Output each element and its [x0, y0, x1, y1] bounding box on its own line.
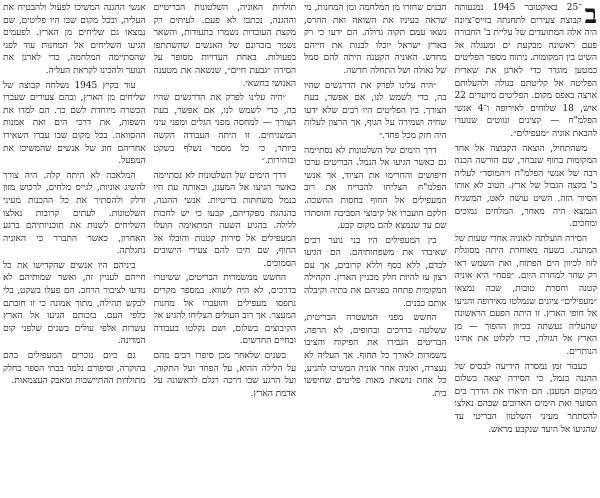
- paragraph: הבנים שחזרו מן המלחמה ומן המחנות, מי שראה בעיניו את השואה ואת ההרס, נשאו עמם תקוה גדולה. הם ידעו כי רק בארץ ישראל יוכלו לבנות את חייהם מחדש. האוניה הקטנה היתה להם סמל של גאולה ושל התחלה חדשה.: [304, 3, 447, 76]
- paragraph-text: ־25 באוקטובר 1945 נמנעותה קבוצת צעירים לתחנתה בזייס־ציונה היה אלה המתועדים של עליית ב' החבורה פעם ראשונה מבקעת ים ומעגלה אל השיט בין המקומות. ניתוח מספר הפליטים כמטען מוגדר כדי לארגן את שארית הפליטה אל קליטתם בגולה ולהעלותם ארצה באפס מקום. הפליטים מיועדים 22 איש, 18 שלוחים לאירופה ו־4 אנשי הפלמ"ח — קצינים ונווטים שנועדו להבאת אוניה ״מעפילים״.: [454, 3, 597, 139]
- paragraph: בין המעפילים היו בני נוער רבים שאיבדו את משפחותיהם. הם הגיעו לבדם, ללא כסף וללא קרובים, אך עם רצון עז להיות חלק מבניין הארץ. הקהילה המקומית פתחה בפניהם את בתיה וקיבלה אותם כבנים.: [304, 235, 447, 309]
- article-column-2: [304, 2, 447, 498]
- paragraph: המלאכה לא היתה קלה. היה צורך להשיג אוניות, לגייס מלחים, לרכוש מזון ודלק ולהסתיר את כל ההכנות מעיני השלטונות. לעתים קרובות נאלצו השליחים לשנות את תוכניותיהם ברגע האחרון, כאשר התברר כי האוניה נתגלתה.: [3, 170, 146, 257]
- drop-cap: ב: [584, 2, 597, 30]
- paragraph: ביניהם היו אנשים שהקדישו את כל חייהם לעניין זה, ואשר שמותיהם לא נודעו לציבור הרחב. הם פעלו בשקט, בלי לבקש תהילה, מתוך אמונה כי זו חובתם כלפי העם. בזכותם הגיעו אל הארץ עשרות אלפי עולים בשנים שלפני קום המדינה.: [3, 260, 146, 347]
- paragraph: [455, 2, 598, 141]
- article-column-4: [3, 2, 146, 498]
- paragraph: הסירה הועלתה לאוניה אחרי שעות של המתנה. בשעה מאוחרת היתה מסוגלת לזוז לכיוון הים הפתוח, ואת השמש ראו רק שחר למחרת היום. ״פסח״ היא אוניה קטנה וחסרת טובות, שבה נמצאו ״מעפילים״ ציונים שנמלטו מאירופה והגיעו אל חופי הארץ. זו היתה הפעם הראשונה שהעליה נעשתה בכיוון ההפוך — מן הארץ אל הגולה, כדי לקלוט את אחינו הנותרים.: [454, 233, 597, 358]
- paragraph: עוד בקיץ 1945 נשלחה קבוצה של שליחים מן הארץ, ובהם צעירים שעברו הכשרה מיוחדת לשם כך. הם למדו את השפות, את דרכי הים ואת אמנות ההסוואה. בכל מקום שבו עברו השאירו אחריהם חוג של אנשים שהמשיכו את המפעל.: [3, 80, 146, 167]
- paragraph: החשש ממשמרות הבריטים, ששיטרו בדרכים, לא היה לשווא. במספר מקרים נתפסו מעפילים והועברו אל מחנות המעצר. אך רוב העולים הצליחו להגיע אל הקיבוצים בשלום, ושם נקלטו בעבודה ובחיים החדשים.: [153, 273, 296, 347]
- paragraph: משהתחיל, הוצאה הקבוצה אל אחד המקומות בחוף שנבחר, שם הורשה הכנה רבה של אנשי הפלמ"ח ו״המוסד״ לעליה ב' בקצה הגבול של ארץ. הטוב לא אותו הסיור הזה. השיט עושה לאט, המשגיח הנמצא היה מאחר, המלחים נמוכים ומחכים.: [454, 143, 597, 230]
- article-column-1: [455, 2, 598, 498]
- paragraph: ״היה עלינו לפרק את הדרגשים שהיו בה, כדי לשמש לנו, אם אפשר, בעת הצורך — למחסה מפני הגלים ומפני עיני המשגיחים. זו היתה העבודה הקשה ביותר, כי כל מסמר נשלף בשקט ובזהירות.״: [153, 93, 296, 167]
- paragraph: החשש מפני המשטרה הבריטית, ששלטה בדרכים ובחופים, לא הרפה. הבריטים הגבירו את הפיקוח והציבו משמרות לאורך כל החוף. אך העליה לא נעצרה, ואוניה אחר אוניה המשיכו להגיע, כל אחת נושאת מאות פליטים שחיפשו בית.: [304, 313, 447, 399]
- paragraph: דרך הימים של השלטונות לא נסתיימה גם כאשר הגיעו אל הנמל. הבריטים ערכו חיפושים והחרימו את הציוד, אך אנשי הפלמ"ח הצליחו להבריח את רוב המעפילים אל החוף בחסות החשכה. חלקם הועברו אל קיבוצי הסביבה והוסתרו שם עד שנמצא להם מקום קבע.: [304, 145, 447, 232]
- paragraph: דרך הימים של השלטונות לא נסתיימה כאשר הגיעו אל המעגן, ובאותה עת היו בנמל משחתות בריטיות. אנשי ההגנה, בהנהגת מפקדיהם, קבעו כי יש לחכות ללילה. בהגיע השעה המתאימה הועלו המעפילים אל סירות קטנות והובלו אל החוף, שם חיכו להם צעירי הישובים הסמוכים.: [153, 170, 296, 269]
- paragraph: גם כיום נזכרים המעפילים בהם בהוקרה, וסיפורם נלמד בבתי הספר כחלק מתולדות ההתיישבות ומאבק העצמאות.: [3, 351, 146, 387]
- paragraph: בשנים שלאחר מכן סיפרו רבים מהם על הלילה ההוא, על הפחד ועל התקוה, ועל הרגע שבו דרכה רגלם לראשונה על אדמת הארץ.: [153, 351, 296, 399]
- paragraph: תולדות האוניה, השלטונות הבריטיים וההגנה, נכתבו לא פעם. לעיתים רק מקצת העובדות נשמרו בתעודות, והשאר נשמר בזכרונם של האנשים שהשתתפו בפעולות. באחת העדויות מסופר על הסירה ״גבעת חיים״, שנשאה את מטענה האנושי בחשאי.: [153, 3, 296, 89]
- article-column-3: [154, 2, 297, 498]
- paragraph: אנשי ההגנה המשיכו לפעול ולהבטיח את העליה, ובכל מקום שבו היו פליטים, שם נמצאו גם שליחים מן הארץ. לפעמים הגיעו השליחים אל המחנות עוד לפני שהסתיימה המלחמה, כדי לארגן את הנוער ולהכינו לקראת העליה.: [3, 3, 146, 76]
- paragraph: כעבור זמן נמסרה הידיעה לבסיס של ההגנה בנמל, כי הסירה יצאה בשלום ממקום המעגן. הם תיארו את הדרך בים הסוער ואת הימים הארוכים שבהם נאלצו להסתתר מעיני השלטון הבריטי עד שהגיעו אל היעד שנקבע מראש.: [454, 361, 597, 435]
- paragraph: ״היה עלינו לפרק את הדרגשים שהיו בה, כדי לשמש לנו, אם אפשר, בעת הצורך. בין הפליטים היו רבים שלא ידעו שחיה ושמירה על הגוף, אך הרצון לעלות היה חזק מכל פחד.״: [304, 80, 447, 141]
